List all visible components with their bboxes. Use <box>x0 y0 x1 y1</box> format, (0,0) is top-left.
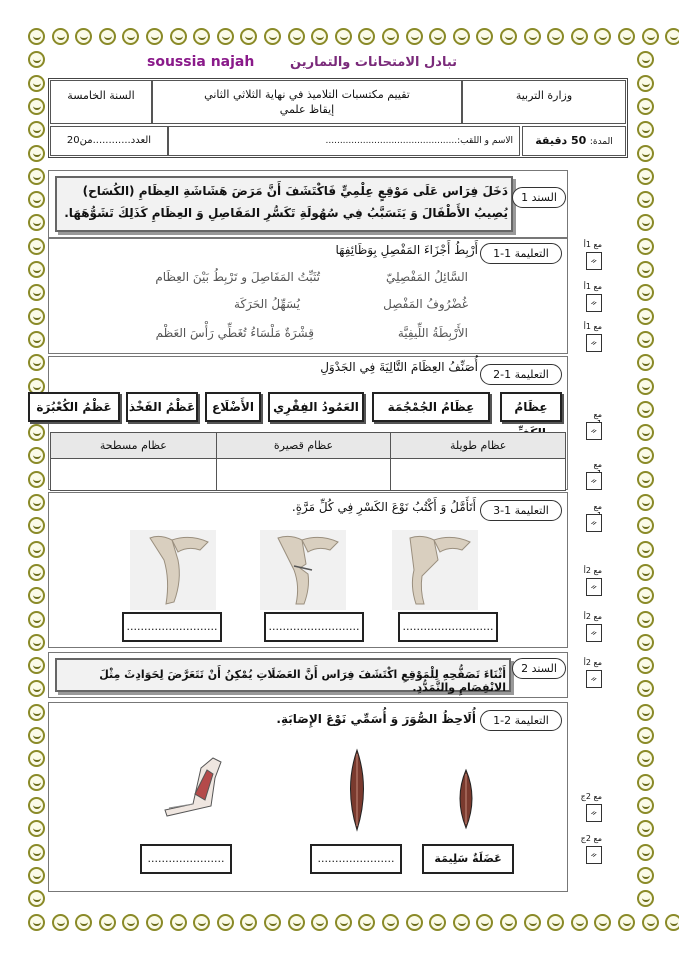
border-circle <box>382 914 399 931</box>
border-circle <box>217 28 234 45</box>
border-circle <box>28 634 45 651</box>
border-circle <box>637 611 654 628</box>
border-circle <box>637 214 654 231</box>
border-circle <box>288 28 305 45</box>
border-circle <box>28 331 45 348</box>
criterion-label: مع <box>593 502 602 511</box>
border-circle <box>288 914 305 931</box>
border-circle <box>637 774 654 791</box>
q21-tag: التعليمة 2-1 <box>480 710 562 731</box>
q11-left-item: قِشْرَةٌ مَلْسَاءُ تُغَطِّي رَأْسَ العَظْم <box>155 326 314 340</box>
criterion-label: مع 1أ <box>583 322 602 331</box>
border-circle <box>28 168 45 185</box>
score-field: العدد............من20 <box>50 126 168 156</box>
border-circle <box>28 191 45 208</box>
border-circle <box>500 28 517 45</box>
border-circle <box>665 28 679 45</box>
border-circle <box>547 914 564 931</box>
border-circle <box>28 657 45 674</box>
bone-card[interactable]: عَظْمُ الفَخْذ <box>126 392 198 422</box>
border-circle <box>406 914 423 931</box>
border-circle <box>28 680 45 697</box>
border-circle <box>637 517 654 534</box>
duration-label: المدة: <box>589 137 613 147</box>
border-circle <box>637 51 654 68</box>
border-circle <box>500 914 517 931</box>
border-circle <box>637 844 654 861</box>
border-circle <box>28 75 45 92</box>
bone-card[interactable]: العَمُودُ الفِقْرِي <box>268 392 364 422</box>
q11-right-item: غُضْرُوفُ المَفْصِل <box>383 297 468 311</box>
name-field[interactable]: الاسم و اللقب:.............................................. <box>168 126 520 156</box>
border-circle <box>28 424 45 441</box>
duration-value: 50 دقيقة <box>535 134 587 147</box>
border-circle <box>240 28 257 45</box>
q12-instruction: أُصَنِّفُ العِظَامَ التَّالِيَةَ فِي الجَدْوَلِ <box>320 360 478 374</box>
border-circle <box>240 914 257 931</box>
border-circle <box>637 447 654 464</box>
border-circle <box>637 727 654 744</box>
criterion-score-box[interactable]: ᨀ <box>586 624 602 642</box>
q11-left-item: يُسَهِّلُ الحَرَكَة <box>234 297 300 311</box>
criterion-score-box[interactable]: ᨀ <box>586 578 602 596</box>
border-circle <box>382 28 399 45</box>
q11-instruction: أَرْبِطُ أَجْزَاءَ المَفْصِلِ بِوَظَائِفِهَا <box>335 243 478 257</box>
border-circle <box>335 914 352 931</box>
sanad1-text: دَخَلَ فِرَاس عَلَى مَوْقِعٍ عِلْمِيٍّ فَاكْتَشَفَ أَنَّ مَرَضَ هَشَاشَةِ العِظَامِ (الكُسَاح) يُصِيبُ الأَطْفَالَ وَ يَتَسَبَّبُ فِي سُهُولَةِ تَكَسُّرِ المَفَاصِلِ وَ العِظَامِ كَذَلِكَ تَشَوُّهَهَا. <box>64 184 508 220</box>
healthy-muscle-image <box>452 768 480 830</box>
column-header: عظام قصيرة <box>216 433 391 459</box>
border-circle <box>594 914 611 931</box>
grade: السنة الخامسة <box>50 80 152 124</box>
border-circle <box>28 308 45 325</box>
border-circle <box>28 844 45 861</box>
stretched-muscle-image <box>342 748 372 832</box>
border-circle <box>429 914 446 931</box>
border-circle <box>28 867 45 884</box>
border-circle <box>637 680 654 697</box>
border-circle <box>637 750 654 767</box>
border-circle <box>28 564 45 581</box>
border-circle <box>637 121 654 138</box>
border-circle <box>28 727 45 744</box>
border-circle <box>146 914 163 931</box>
border-circle <box>146 28 163 45</box>
border-circle <box>637 98 654 115</box>
border-circle <box>193 28 210 45</box>
border-circle <box>28 284 45 301</box>
border-circle <box>637 401 654 418</box>
border-circle <box>476 28 493 45</box>
border-circle <box>618 28 635 45</box>
border-circle <box>28 797 45 814</box>
criterion-score-box[interactable]: ᨀ <box>586 294 602 312</box>
fracture-answer[interactable]: .......................... <box>398 612 498 642</box>
border-circle <box>311 28 328 45</box>
subject: إيقاظ علمي <box>279 103 335 116</box>
border-circle <box>571 28 588 45</box>
border-circle <box>637 75 654 92</box>
criterion-label: مع 2ج <box>580 834 602 843</box>
column-header: عظام مسطحة <box>51 433 217 459</box>
bone-card[interactable]: عِظَامُ الجُمْجُمَة <box>372 392 490 422</box>
border-circle <box>52 28 69 45</box>
border-circle <box>28 261 45 278</box>
q21-instruction: أُلَاحِظُ الصُّوَرَ وَ أُسَمِّي نَوْعَ الإِصَابَةِ. <box>276 712 476 726</box>
injury-answer[interactable]: ...................... <box>310 844 402 874</box>
bone-card[interactable]: الأَضْلَاع <box>205 392 261 422</box>
border-circle <box>99 914 116 931</box>
site-label: soussia najah <box>147 54 255 70</box>
border-circle <box>642 914 659 931</box>
border-circle <box>476 914 493 931</box>
border-circle <box>637 541 654 558</box>
assessment-title <box>152 80 462 124</box>
criterion-score-box[interactable]: ᨀ <box>586 804 602 822</box>
ministry: وزارة التربية <box>462 80 626 124</box>
criterion-score-box[interactable]: ᨀ <box>586 670 602 688</box>
border-circle <box>28 494 45 511</box>
criterion-score-box[interactable]: ᨀ <box>586 334 602 352</box>
fracture-answer[interactable]: .......................... <box>264 612 364 642</box>
border-circle <box>122 914 139 931</box>
column-header: عظام طويلة <box>391 433 566 459</box>
border-circle <box>618 914 635 931</box>
border-circle <box>571 914 588 931</box>
border-circle <box>637 657 654 674</box>
border-circle <box>637 797 654 814</box>
border-circle <box>28 541 45 558</box>
border-circle <box>524 28 541 45</box>
criterion-label: مع 2أ <box>583 612 602 621</box>
border-circle <box>193 914 210 931</box>
border-circle <box>170 28 187 45</box>
injury-answer[interactable]: ...................... <box>140 844 232 874</box>
criterion-label: مع <box>593 460 602 469</box>
border-circle <box>28 517 45 534</box>
table-cell[interactable] <box>51 459 217 491</box>
border-circle <box>429 28 446 45</box>
border-circle <box>217 914 234 931</box>
border-circle <box>264 914 281 931</box>
border-circle <box>28 820 45 837</box>
border-circle <box>406 28 423 45</box>
border-circle <box>28 238 45 255</box>
border-circle <box>637 564 654 581</box>
injured-arm-image <box>155 748 245 818</box>
border-circle <box>637 354 654 371</box>
criterion-score-box[interactable]: ᨀ <box>586 846 602 864</box>
border-circle <box>594 28 611 45</box>
border-circle <box>28 471 45 488</box>
border-circle <box>637 634 654 651</box>
border-circle <box>637 261 654 278</box>
border-circle <box>28 587 45 604</box>
sanad2-text: أَثْنَاءَ تَصَفُّحِهِ لِلْمَوْقِعِ اكْتَشَفَ فِرَاس أَنَّ العَضَلَاتِ يُمْكِنُ أَنْ تَتَعَرَّضَ لِحَوَادِثَ مِثْلَ الانْفِصَامِ والتَّمَدُّدِ. <box>99 668 506 694</box>
criterion-label: مع 1أ <box>583 240 602 249</box>
border-circle <box>264 28 281 45</box>
injury-answer-healthy: عَضَلَةٌ سَلِيمَة <box>422 844 514 874</box>
q11-tag: التعليمة 1-1 <box>480 243 562 264</box>
border-circle <box>28 98 45 115</box>
border-circle <box>637 308 654 325</box>
border-circle <box>28 145 45 162</box>
border-circle <box>52 914 69 931</box>
q11-right-item: الأَرْبِطَةُ اللِّيفِيَّة <box>397 326 468 340</box>
border-circle <box>637 471 654 488</box>
border-circle <box>170 914 187 931</box>
criterion-label: مع 2ج <box>580 792 602 801</box>
q13-tag: التعليمة 1-3 <box>480 500 562 521</box>
table-cell[interactable] <box>216 459 391 491</box>
border-circle <box>637 867 654 884</box>
border-circle <box>28 121 45 138</box>
border-circle <box>311 914 328 931</box>
border-circle <box>28 611 45 628</box>
bone-card[interactable]: عِظَامُ <box>500 392 562 422</box>
border-circle <box>358 914 375 931</box>
fracture-image-1 <box>130 530 216 610</box>
duration-cell <box>522 126 626 156</box>
fracture-answer[interactable]: .......................... <box>122 612 222 642</box>
fracture-image-2 <box>260 530 346 610</box>
border-circle <box>547 28 564 45</box>
border-circle <box>28 51 45 68</box>
assessment-title-text: تقييم مكتسبات التلاميذ في نهاية الثلاثي الثاني <box>204 88 410 101</box>
border-circle <box>28 774 45 791</box>
border-circle <box>28 914 45 931</box>
border-circle <box>637 820 654 837</box>
border-circle <box>28 890 45 907</box>
q13-instruction: أَتَأَمَّلُ وَ أَكْتُبُ نَوْعَ الكَسْرِ فِي كُلِّ مَرَّةٍ. <box>291 500 476 514</box>
border-circle <box>637 168 654 185</box>
sanad2-tag: السند 2 <box>512 658 566 679</box>
border-circle <box>665 914 679 931</box>
criterion-score-box[interactable]: ᨀ <box>586 472 602 490</box>
border-circle <box>637 284 654 301</box>
criterion-score-box[interactable]: ᨀ <box>586 252 602 270</box>
criterion-score-box[interactable]: ᨀ <box>586 514 602 532</box>
border-circle <box>453 914 470 931</box>
border-circle <box>99 28 116 45</box>
bone-card[interactable]: عَظْمُ الكُعْبُرَة <box>28 392 120 422</box>
q11-right-item: السَّائِلُ المَفْصِلِيّ <box>386 270 468 284</box>
border-circle <box>28 354 45 371</box>
border-circle <box>637 587 654 604</box>
border-circle <box>642 28 659 45</box>
criterion-label: مع 1أ <box>583 282 602 291</box>
criterion-label: مع 2أ <box>583 658 602 667</box>
border-circle <box>524 914 541 931</box>
border-circle <box>637 145 654 162</box>
border-circle <box>637 331 654 348</box>
q11-left-item: تُثَبِّتُ المَفَاصِلَ و تَرْبِطُ بَيْنَ العِظَام <box>155 270 320 284</box>
q12-tag: التعليمة 1-2 <box>480 364 562 385</box>
border-circle <box>358 28 375 45</box>
border-circle <box>637 424 654 441</box>
bone-table <box>50 432 566 491</box>
table-cell[interactable] <box>391 459 566 491</box>
criterion-label: مع 2أ <box>583 566 602 575</box>
border-circle <box>637 238 654 255</box>
border-circle <box>28 28 45 45</box>
sanad1-tag: السند 1 <box>512 187 566 208</box>
border-circle <box>335 28 352 45</box>
border-circle <box>28 447 45 464</box>
border-circle <box>75 28 92 45</box>
border-circle <box>637 191 654 208</box>
criterion-label: مع <box>593 410 602 419</box>
border-circle <box>28 704 45 721</box>
border-circle <box>28 750 45 767</box>
border-circle <box>122 28 139 45</box>
border-circle <box>637 378 654 395</box>
border-circle <box>637 494 654 511</box>
border-circle <box>637 704 654 721</box>
border-circle <box>75 914 92 931</box>
border-circle <box>453 28 470 45</box>
border-circle <box>637 890 654 907</box>
border-circle <box>28 214 45 231</box>
criterion-score-box[interactable]: ᨀ <box>586 422 602 440</box>
exchange-label: تبادل الامتحانات والتمارين <box>290 55 458 70</box>
fracture-image-3 <box>392 530 478 610</box>
